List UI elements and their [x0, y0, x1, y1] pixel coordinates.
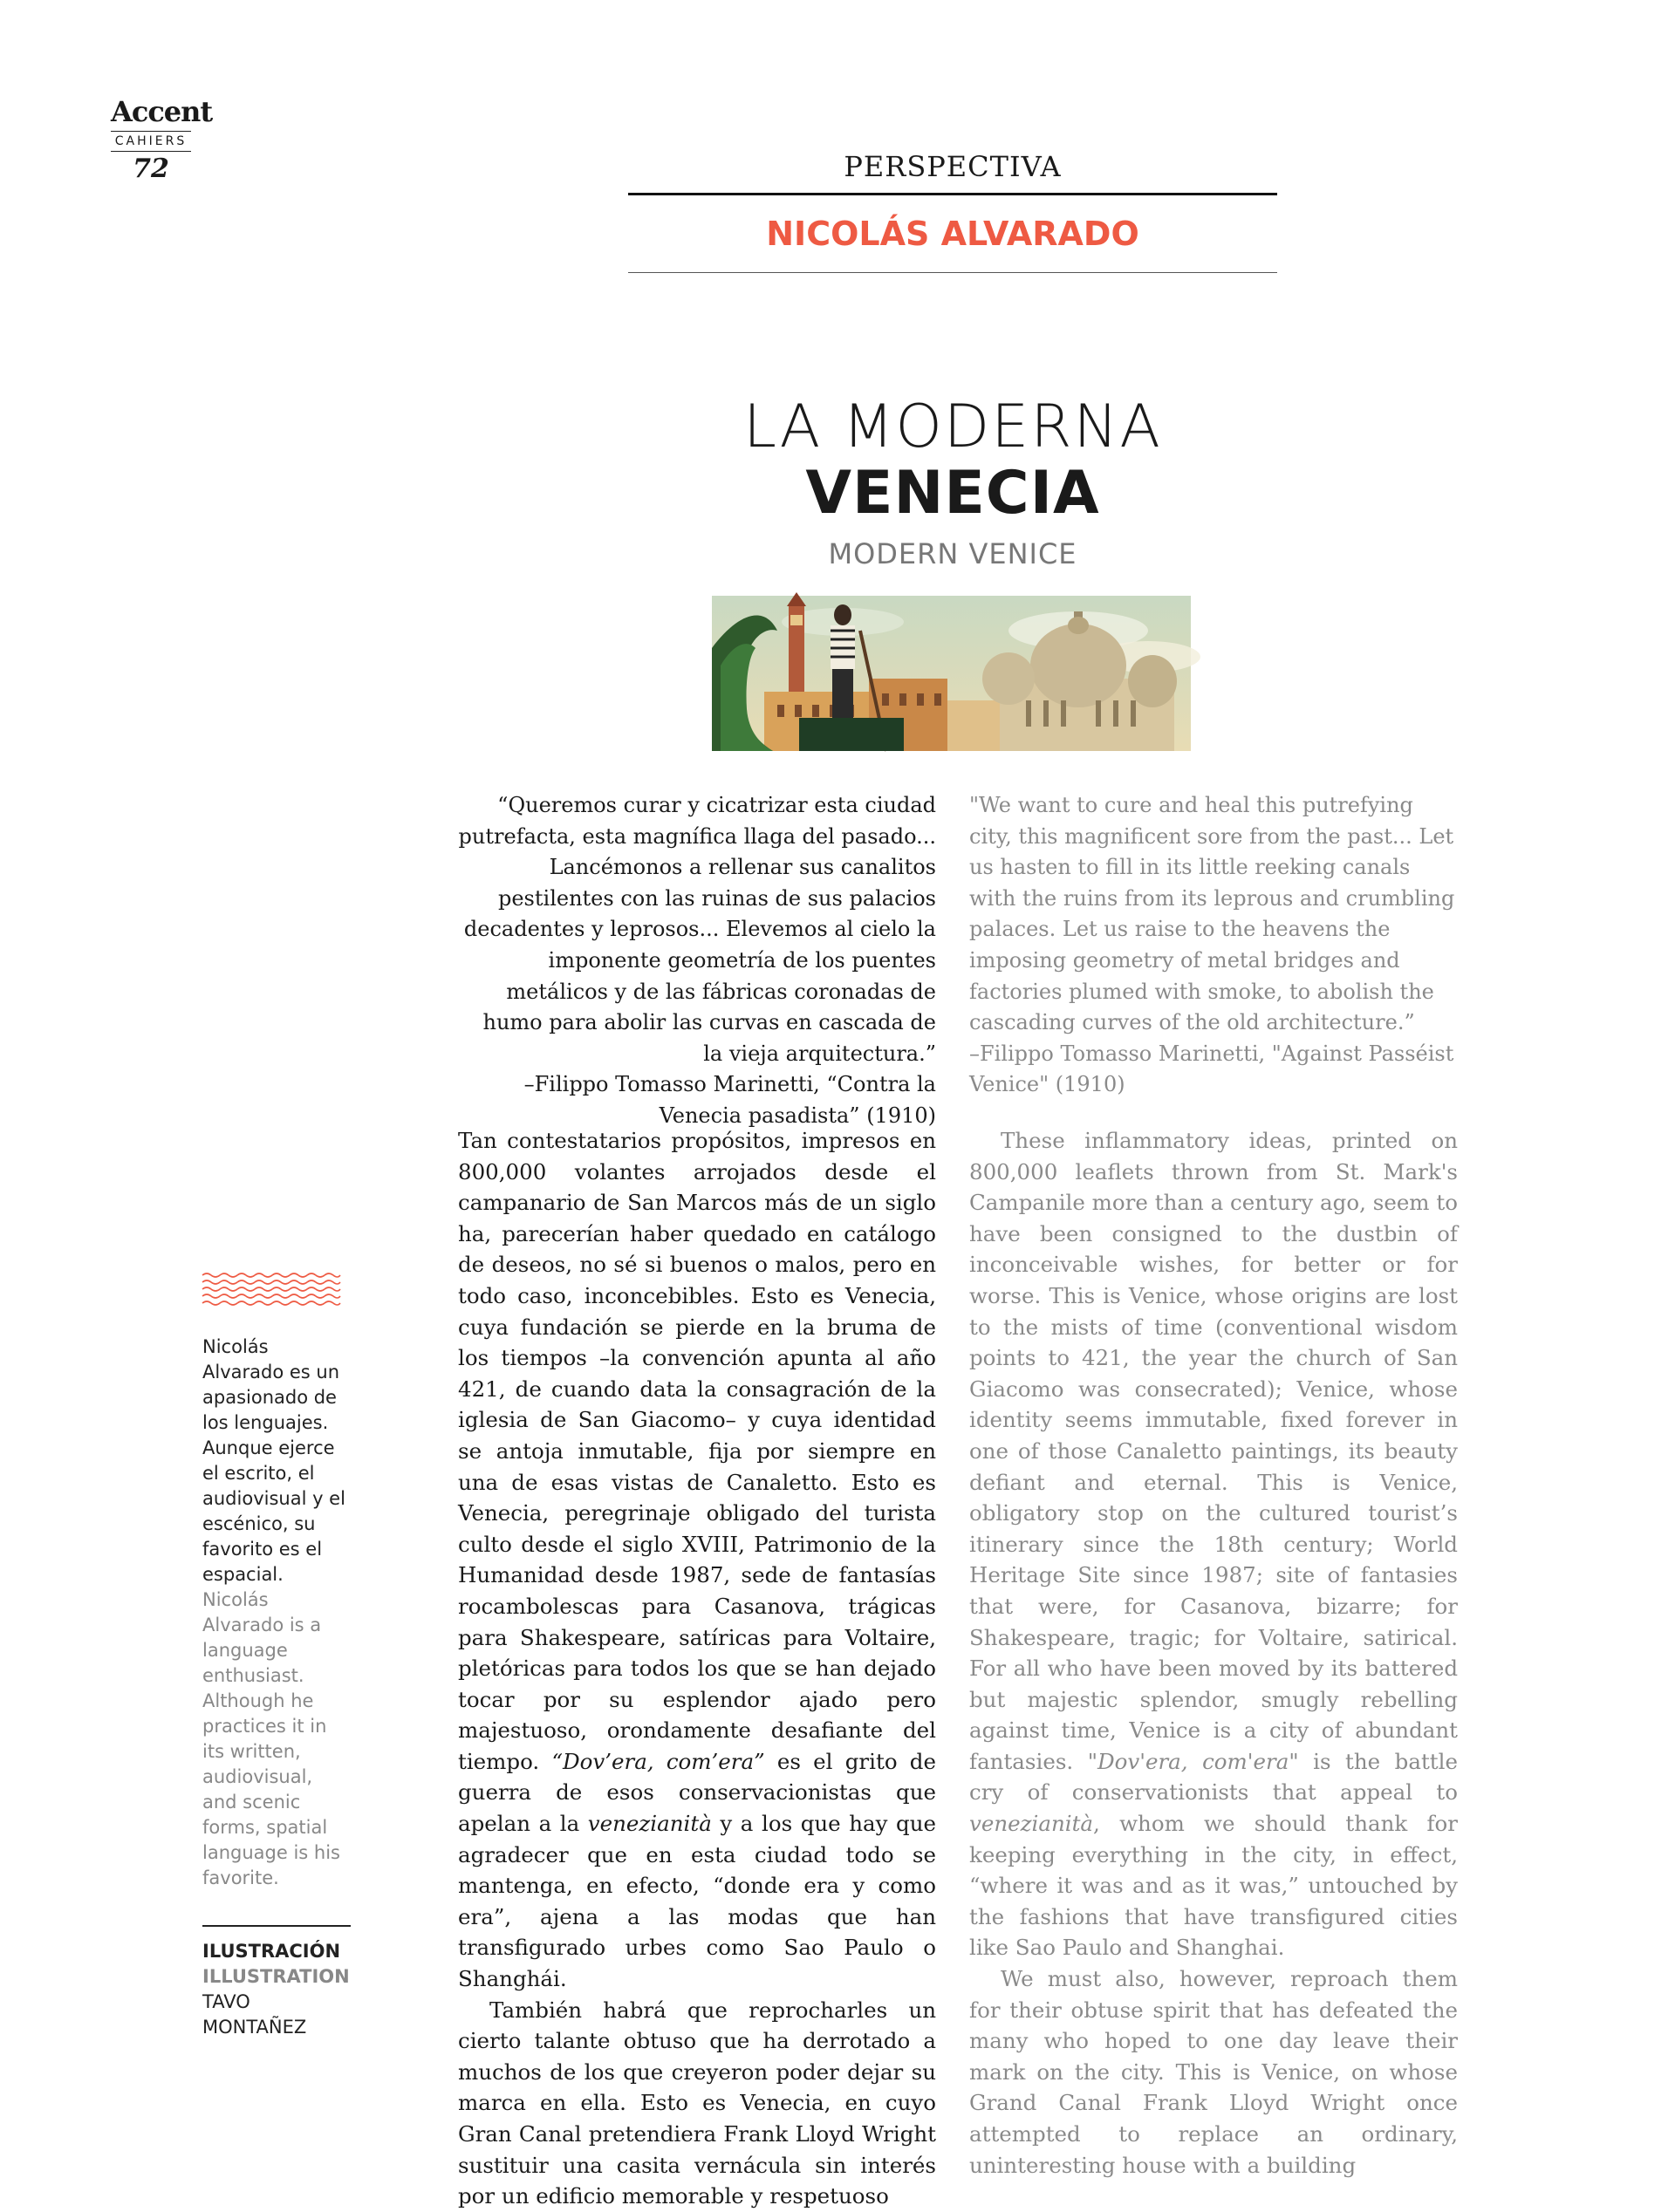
author-bio-english: Nicolás Alvarado is a language enthusiast. Although he practices it in its written, audiovisual, and scenic forms, spatial language is his favorite. — [202, 1589, 340, 1888]
body-english-p1-text-b: is the battle cry of conservationists that appeal to — [969, 1748, 1458, 1806]
wave-ornament-icon — [202, 1272, 340, 1307]
magazine-logo: Accent — [111, 95, 213, 128]
section-header — [628, 144, 1277, 273]
author-bio — [202, 1335, 351, 1891]
body-english-paragraph-2: We must also, however, reproach them for their obtuse spirit that has defeated the many who hoped to one day leave their mark on the city. This is Venice, on whose Grand Canal Frank Lloyd Wright once attempted to replace an ordinary, uninteresting house with a building — [969, 1966, 1458, 2178]
epigraph-english — [969, 790, 1458, 1101]
body-english-p1-text-c: , whom we should thank for keeping everything in the city, in effect, “where it was and as it was,” untouched by the fashions that have transfigured cities like Sao Paulo and Shanghai. — [969, 1811, 1458, 1961]
epigraph-english-quote: "We want to cure and heal this putrefying city, this magnificent sore from the past... Let us hasten to fill in its little reeking canals with the ruins from its leprous and crumbling palaces. Let us raise to the heavens the imposing geometry of metal bridges and factories plumed with smoke, to abolish the cascading curves of the old architecture.” — [969, 793, 1455, 1035]
title-line-1: LA MODERNA — [743, 393, 1162, 461]
epigraph-english-attribution: –Filippo Tomasso Marinetti, "Against Passéist Venice" (1910) — [969, 1041, 1454, 1097]
venice-illustration — [712, 596, 1191, 751]
epigraph-spanish-quote: “Queremos curar y cicatrizar esta ciudad putrefacta, esta magnífica llaga del pasado... Lancémonos a rellenar sus canalitos pestilentes con las ruinas de sus palacios decadentes y leprosos... Elevemos al cielo la imponente geometría de los puentes metálicos y de las fábricas coronadas de humo para abolir las curvas en cascada de la vieja arquitectura.” — [458, 793, 936, 1066]
credit-name-line-1: TAVO — [202, 1991, 250, 2012]
body-english-paragraph-1 — [969, 1125, 1458, 1963]
body-column-english — [969, 1125, 1458, 2178]
credit-label-spanish: ILUSTRACIÓN — [202, 1941, 341, 1962]
body-spanish-paragraph-1 — [458, 1125, 936, 1995]
body-english-p1-quote: "Dov'era, com'era" — [1087, 1748, 1299, 1774]
illustration-credit — [202, 1925, 351, 2040]
credit-label-english: ILLUSTRATION — [202, 1966, 350, 1987]
title-line-2: VENECIA — [805, 459, 1100, 528]
page-number: 72 — [133, 154, 169, 184]
body-spanish-p1-text-c: y a los que hay que agradecer que en esta ciudad todo se mantenga, en efecto, “donde era y como era”, ajena a las modas que han transfigurado urbes como Sao Paulo o Shanghái. — [458, 1811, 936, 1992]
body-spanish-p1-text-b: es el grito de guerra de esos conservacionistas que apelan a la — [458, 1748, 936, 1837]
epigraph-spanish — [458, 790, 936, 1132]
body-spanish-p1-term: venezianità — [587, 1811, 712, 1837]
body-english-p1-term: venezianità — [969, 1811, 1094, 1837]
section-kicker: PERSPECTIVA — [628, 144, 1277, 195]
body-spanish-paragraph-2: También habrá que reprocharles un cierto talante obtuso que ha derrotado a muchos de los que creyeron poder dejar su marca en ella. Esto es Venecia, en cuyo Gran Canal pretendiera Frank Lloyd Wright sustituir una casita vernácula sin interés por un edificio memorable y respetuoso — [458, 1997, 936, 2209]
body-column-spanish — [458, 1125, 936, 2209]
body-english-p1-text-a: These inflammatory ideas, printed on 800,000 leaflets thrown from St. Mark's Campanile more than a century ago, seem to have been consigned to the dustbin of inconceivable wishes, for better or for worse. This is Venice, whose origins are lost to the mists of time (conventional wisdom points to 421, the year the church of San Giacomo was consecrated); Venice, whose identity seems immutable, fixed forever in one of those Canaletto paintings, its beauty defiant and eternal. This is Venice, obligatory stop on the cultured tourist’s itinerary since the 18th century; World Heritage Site since 1987; site of fantasies that were, for Casanova, bizarre; for Shakespeare, tragic; for Voltaire, satirical. For all who have been moved by its battered but majestic splendor, smugly rebelling against time, Venice is a city of abundant fantasies. — [969, 1128, 1458, 1774]
masthead — [111, 94, 213, 187]
title-subtitle: MODERN VENICE — [828, 537, 1077, 570]
body-spanish-p1-quote: “Dov’era, com’era” — [551, 1748, 765, 1774]
body-spanish-p1-text-a: Tan contestatarios propósitos, impresos en 800,000 volantes arrojados desde el campanario de San Marcos más de un siglo ha, parecerían haber quedado en catálogo de deseos, no sé si buenos o malos, pero en todo caso, inconcebibles. Esto es Venecia, cuya fundación se pierde en la bruma de los tiempos –la convención apunta al año 421, de cuando data la consagración de la iglesia de San Giacomo– y cuya identidad se antoja inmutable, fija por siempre en una de esas vistas de Canaletto. Esto es Venecia, peregrinaje obligado del turista culto desde el siglo XVIII, Patrimonio de la Humanidad desde 1987, sede de fantasías rocambolescas para Casanova, trágicas para Shakespeare, satíricas para Voltaire, pletóricas para todos los que se han dejado tocar por su esplendor ajado pero majestuoso, orondamente desafiante del tiempo. — [458, 1128, 936, 1774]
credit-name-line-2: MONTAÑEZ — [202, 2017, 307, 2038]
epigraph-spanish-attribution: –Filippo Tomasso Marinetti, “Contra la Venecia pasadista” (1910) — [523, 1072, 936, 1128]
series-label: CAHIERS — [111, 131, 191, 152]
author-bio-spanish: Nicolás Alvarado es un apasionado de los lenguajes. Aunque ejerce el escrito, el audiovisual y el escénico, su favorito es el espacial. — [202, 1336, 345, 1585]
author-name: NICOLÁS ALVARADO — [628, 195, 1277, 273]
article-title — [628, 393, 1277, 576]
